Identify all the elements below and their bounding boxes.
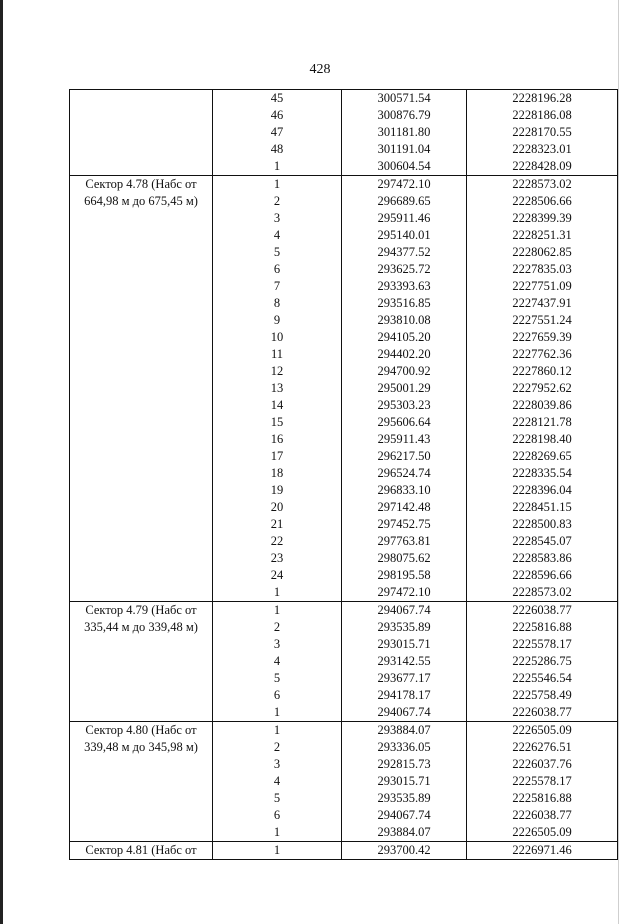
point-number-cell: 3	[213, 210, 342, 227]
x-coordinate-cell: 298075.62	[342, 550, 467, 567]
point-number-cell: 20	[213, 499, 342, 516]
table-row	[70, 602, 618, 620]
point-number-cell: 10	[213, 329, 342, 346]
x-coordinate-cell: 293677.17	[342, 670, 467, 687]
x-coordinate-cell: 297452.75	[342, 516, 467, 533]
x-coordinate-cell: 293015.71	[342, 773, 467, 790]
y-coordinate-cell: 2227952.62	[467, 380, 618, 397]
y-coordinate-cell: 2227762.36	[467, 346, 618, 363]
y-coordinate-cell: 2228186.08	[467, 107, 618, 124]
point-number-cell: 22	[213, 533, 342, 550]
sector-label	[70, 722, 213, 842]
point-number-cell: 47	[213, 124, 342, 141]
sector-label-line: 339,48 м до 345,98 м)	[84, 740, 198, 754]
x-coordinate-cell: 297763.81	[342, 533, 467, 550]
point-number-cell: 1	[213, 602, 342, 620]
y-coordinate-cell: 2228396.04	[467, 482, 618, 499]
x-coordinate-cell: 295911.43	[342, 431, 467, 448]
sector-label-line: Сектор 4.79 (Набс от	[85, 603, 197, 617]
x-coordinate-cell: 295911.46	[342, 210, 467, 227]
point-number-cell: 17	[213, 448, 342, 465]
x-coordinate-cell: 296524.74	[342, 465, 467, 482]
y-coordinate-cell: 2228198.40	[467, 431, 618, 448]
y-coordinate-cell: 2225816.88	[467, 619, 618, 636]
y-coordinate-cell: 2225578.17	[467, 773, 618, 790]
x-coordinate-cell: 292815.73	[342, 756, 467, 773]
x-coordinate-cell: 295606.64	[342, 414, 467, 431]
point-number-cell: 5	[213, 244, 342, 261]
y-coordinate-cell: 2225546.54	[467, 670, 618, 687]
x-coordinate-cell: 293142.55	[342, 653, 467, 670]
point-number-cell: 5	[213, 670, 342, 687]
point-number-cell: 48	[213, 141, 342, 158]
x-coordinate-cell: 293535.89	[342, 619, 467, 636]
y-coordinate-cell: 2228121.78	[467, 414, 618, 431]
x-coordinate-cell: 297472.10	[342, 584, 467, 602]
y-coordinate-cell: 2226505.09	[467, 824, 618, 842]
point-number-cell: 21	[213, 516, 342, 533]
point-number-cell: 18	[213, 465, 342, 482]
x-coordinate-cell: 301191.04	[342, 141, 467, 158]
y-coordinate-cell: 2228545.07	[467, 533, 618, 550]
y-coordinate-cell: 2228596.66	[467, 567, 618, 584]
table-row	[70, 722, 618, 740]
point-number-cell: 45	[213, 90, 342, 108]
x-coordinate-cell: 296217.50	[342, 448, 467, 465]
point-number-cell: 19	[213, 482, 342, 499]
y-coordinate-cell: 2228500.83	[467, 516, 618, 533]
point-number-cell: 6	[213, 261, 342, 278]
table-row	[70, 842, 618, 860]
y-coordinate-cell: 2226038.77	[467, 602, 618, 620]
point-number-cell: 16	[213, 431, 342, 448]
point-number-cell: 1	[213, 704, 342, 722]
x-coordinate-cell: 294700.92	[342, 363, 467, 380]
point-number-cell: 4	[213, 227, 342, 244]
scan-right-edge	[618, 0, 619, 924]
y-coordinate-cell: 2228170.55	[467, 124, 618, 141]
x-coordinate-cell: 297142.48	[342, 499, 467, 516]
x-coordinate-cell: 293535.89	[342, 790, 467, 807]
point-number-cell: 9	[213, 312, 342, 329]
point-number-cell: 4	[213, 653, 342, 670]
sector-label-line: Сектор 4.78 (Набс от	[85, 177, 197, 191]
point-number-cell: 46	[213, 107, 342, 124]
sector-label	[70, 90, 213, 176]
y-coordinate-cell: 2228251.31	[467, 227, 618, 244]
point-number-cell: 8	[213, 295, 342, 312]
y-coordinate-cell: 2227437.91	[467, 295, 618, 312]
point-number-cell: 2	[213, 739, 342, 756]
y-coordinate-cell: 2228062.85	[467, 244, 618, 261]
y-coordinate-cell: 2226038.77	[467, 807, 618, 824]
y-coordinate-cell: 2227659.39	[467, 329, 618, 346]
x-coordinate-cell: 294377.52	[342, 244, 467, 261]
y-coordinate-cell: 2227751.09	[467, 278, 618, 295]
point-number-cell: 1	[213, 842, 342, 860]
point-number-cell: 1	[213, 176, 342, 194]
point-number-cell: 6	[213, 807, 342, 824]
x-coordinate-cell: 295140.01	[342, 227, 467, 244]
point-number-cell: 3	[213, 756, 342, 773]
y-coordinate-cell: 2227835.03	[467, 261, 618, 278]
y-coordinate-cell: 2226038.77	[467, 704, 618, 722]
point-number-cell: 24	[213, 567, 342, 584]
x-coordinate-cell: 293700.42	[342, 842, 467, 860]
y-coordinate-cell: 2228573.02	[467, 584, 618, 602]
y-coordinate-cell: 2227860.12	[467, 363, 618, 380]
point-number-cell: 6	[213, 687, 342, 704]
point-number-cell: 1	[213, 824, 342, 842]
x-coordinate-cell: 293884.07	[342, 824, 467, 842]
x-coordinate-cell: 296833.10	[342, 482, 467, 499]
y-coordinate-cell: 2228583.86	[467, 550, 618, 567]
coordinates-table-body	[70, 90, 618, 860]
point-number-cell: 1	[213, 722, 342, 740]
point-number-cell: 14	[213, 397, 342, 414]
y-coordinate-cell: 2226971.46	[467, 842, 618, 860]
y-coordinate-cell: 2228323.01	[467, 141, 618, 158]
x-coordinate-cell: 294067.74	[342, 807, 467, 824]
x-coordinate-cell: 293884.07	[342, 722, 467, 740]
y-coordinate-cell: 2226505.09	[467, 722, 618, 740]
x-coordinate-cell: 300876.79	[342, 107, 467, 124]
point-number-cell: 7	[213, 278, 342, 295]
point-number-cell: 1	[213, 158, 342, 176]
x-coordinate-cell: 293810.08	[342, 312, 467, 329]
point-number-cell: 12	[213, 363, 342, 380]
x-coordinate-cell: 293336.05	[342, 739, 467, 756]
sector-label-line: 664,98 м до 675,45 м)	[84, 194, 198, 208]
y-coordinate-cell: 2225816.88	[467, 790, 618, 807]
y-coordinate-cell: 2228573.02	[467, 176, 618, 194]
sector-label	[70, 842, 213, 860]
table-row	[70, 176, 618, 194]
point-number-cell: 5	[213, 790, 342, 807]
y-coordinate-cell: 2225578.17	[467, 636, 618, 653]
x-coordinate-cell: 297472.10	[342, 176, 467, 194]
point-number-cell: 11	[213, 346, 342, 363]
x-coordinate-cell: 293393.63	[342, 278, 467, 295]
y-coordinate-cell: 2228451.15	[467, 499, 618, 516]
y-coordinate-cell: 2225758.49	[467, 687, 618, 704]
y-coordinate-cell: 2226276.51	[467, 739, 618, 756]
sector-label-line: Сектор 4.80 (Набс от	[85, 723, 197, 737]
x-coordinate-cell: 301181.80	[342, 124, 467, 141]
y-coordinate-cell: 2226037.76	[467, 756, 618, 773]
y-coordinate-cell: 2228196.28	[467, 90, 618, 108]
x-coordinate-cell: 296689.65	[342, 193, 467, 210]
x-coordinate-cell: 294178.17	[342, 687, 467, 704]
y-coordinate-cell: 2225286.75	[467, 653, 618, 670]
x-coordinate-cell: 295303.23	[342, 397, 467, 414]
table-row	[70, 90, 618, 108]
page-number: 428	[309, 62, 331, 77]
x-coordinate-cell: 298195.58	[342, 567, 467, 584]
y-coordinate-cell: 2228428.09	[467, 158, 618, 176]
y-coordinate-cell: 2228506.66	[467, 193, 618, 210]
x-coordinate-cell: 294105.20	[342, 329, 467, 346]
x-coordinate-cell: 295001.29	[342, 380, 467, 397]
x-coordinate-cell: 300604.54	[342, 158, 467, 176]
x-coordinate-cell: 294067.74	[342, 704, 467, 722]
coordinates-table	[69, 89, 618, 860]
point-number-cell: 2	[213, 193, 342, 210]
point-number-cell: 13	[213, 380, 342, 397]
y-coordinate-cell: 2228039.86	[467, 397, 618, 414]
x-coordinate-cell: 293516.85	[342, 295, 467, 312]
sector-label	[70, 602, 213, 722]
y-coordinate-cell: 2228335.54	[467, 465, 618, 482]
scan-left-edge	[0, 0, 3, 924]
x-coordinate-cell: 294067.74	[342, 602, 467, 620]
x-coordinate-cell: 293015.71	[342, 636, 467, 653]
x-coordinate-cell: 293625.72	[342, 261, 467, 278]
sector-label	[70, 176, 213, 602]
point-number-cell: 23	[213, 550, 342, 567]
point-number-cell: 3	[213, 636, 342, 653]
y-coordinate-cell: 2228399.39	[467, 210, 618, 227]
x-coordinate-cell: 294402.20	[342, 346, 467, 363]
point-number-cell: 1	[213, 584, 342, 602]
point-number-cell: 4	[213, 773, 342, 790]
y-coordinate-cell: 2227551.24	[467, 312, 618, 329]
point-number-cell: 2	[213, 619, 342, 636]
sector-label-line: 335,44 м до 339,48 м)	[84, 620, 198, 634]
x-coordinate-cell: 300571.54	[342, 90, 467, 108]
sector-label-line: Сектор 4.81 (Набс от	[85, 843, 197, 857]
point-number-cell: 15	[213, 414, 342, 431]
y-coordinate-cell: 2228269.65	[467, 448, 618, 465]
